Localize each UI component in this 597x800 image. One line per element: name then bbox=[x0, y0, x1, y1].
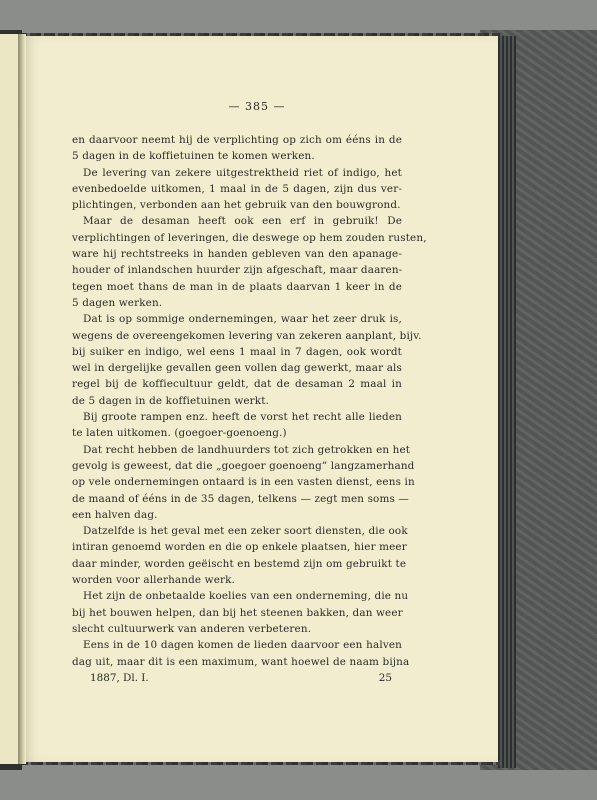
text-line: houder of inlandschen huurder zijn afgeschaft, maar daaren- bbox=[72, 264, 403, 277]
text-line: een halven dag. bbox=[72, 508, 158, 521]
text-line: Dat recht hebben de landhuurders tot zich getrokken en het bbox=[83, 443, 411, 456]
text-line: op vele ondernemingen ontaard is in een vasten dienst, eens in bbox=[72, 476, 415, 489]
text-line: de maand of ééns in de 35 dagen, telkens — zegt men soms — bbox=[72, 492, 409, 505]
page-gutter bbox=[18, 34, 26, 764]
page-footer bbox=[72, 670, 402, 686]
text-line: evenbedoelde uitkomen, 1 maal in de 5 dagen, zijn dus ver- bbox=[72, 182, 402, 195]
text-line: Eens in de 10 dagen komen de lieden daarvoor een halven bbox=[83, 639, 402, 652]
text-line: dag uit, maar dit is een maximum, want hoewel de naam bijna bbox=[72, 655, 410, 668]
text-line: Datzelfde is het geval met een zeker soort diensten, die ook bbox=[83, 525, 408, 538]
text-line: intiran genoemd worden en die op enkele plaatsen, hier meer bbox=[72, 541, 407, 554]
text-line: Dat is op sommige ondernemingen, waar het zeer druk is, bbox=[83, 313, 402, 326]
text-line: 5 dagen werken. bbox=[72, 296, 163, 309]
text-line: daar minder, worden geëischt en bestemd zijn om gebruikt te bbox=[72, 557, 407, 570]
text-line: regel bij de koffiecultuur geldt, dat de desaman 2 maal in bbox=[72, 378, 402, 391]
text-line: De levering van zekere uitgestrektheid riet of indigo, het bbox=[83, 166, 402, 179]
text-line: de 5 dagen in de koffietuinen werkt. bbox=[72, 394, 270, 407]
text-line: slecht cultuurwerk van anderen verbeteren. bbox=[72, 622, 312, 635]
page-content bbox=[72, 100, 427, 686]
text-line: en daarvoor neemt hij de verplichting op zich om ééns in de bbox=[72, 134, 402, 146]
book-spine bbox=[498, 36, 516, 768]
text-line: Bij groote rampen enz. heeft de vorst het recht alle lieden bbox=[83, 411, 402, 424]
signature-mark: 1887, Dl. I. bbox=[90, 671, 149, 684]
text-line: te laten uitkomen. (goegoer-goenoeng.) bbox=[72, 427, 287, 440]
text-line: Maar de desaman heeft ook een erf in gebruik! De bbox=[83, 215, 402, 228]
running-head: — 385 — bbox=[228, 100, 286, 113]
text-line: worden voor allerhande werk. bbox=[72, 574, 236, 587]
text-line: plichtingen, verbonden aan het gebruik van den bouwgrond. bbox=[72, 199, 401, 212]
text-line: tegen moet thans de man in de plaats daarvan 1 keer in de bbox=[72, 280, 402, 293]
text-line: bij het bouwen helpen, dan bij het steenen bakken, dan weer bbox=[72, 606, 403, 619]
text-line: wegens de overeengekomen levering van zekeren aanplant, bijv. bbox=[72, 329, 422, 342]
text-line: 5 dagen in de koffietuinen te komen werken. bbox=[72, 150, 315, 163]
text-line: bij suiker en indigo, wel eens 1 maal in 7 dagen, ook wordt bbox=[72, 345, 402, 358]
body-text bbox=[72, 132, 427, 670]
text-line: Het zijn de onbetaalde koelies van een onderneming, die nu bbox=[83, 590, 409, 603]
text-line: gevolg is geweest, dat die „goegoer goenoeng” langzamerhand bbox=[72, 459, 415, 472]
text-line: verplichtingen of leveringen, die deswege op hem zouden rusten, bbox=[72, 231, 427, 244]
sheet-number: 25 bbox=[378, 671, 392, 684]
text-line: wel in dergelijke gevallen geen vollen dag gewerkt, maar als bbox=[72, 362, 402, 375]
text-line: ware hij rechtstreeks in handen gebleven van den apanage- bbox=[72, 248, 402, 261]
